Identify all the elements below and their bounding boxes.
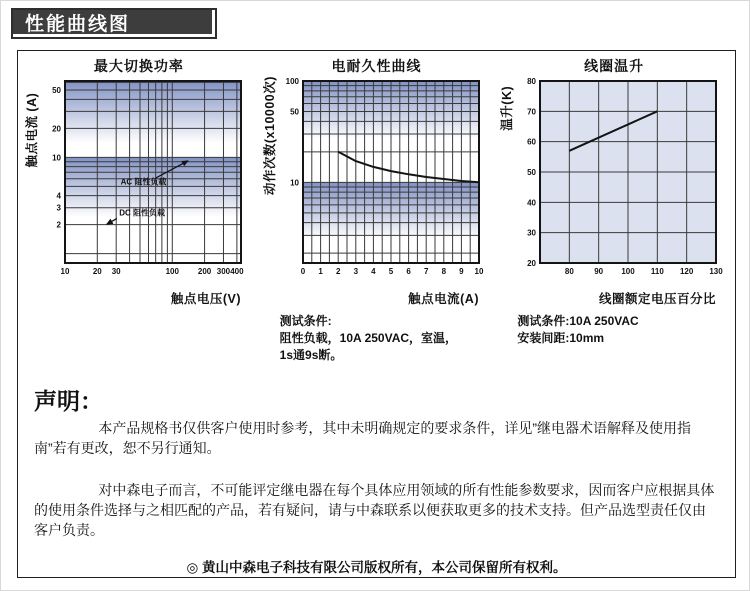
svg-text:100: 100 <box>621 267 635 276</box>
svg-text:触点电流 (A): 触点电流 (A) <box>24 92 39 168</box>
svg-text:50: 50 <box>527 168 537 177</box>
test-conditions-coil <box>495 313 733 364</box>
svg-text:400: 400 <box>230 267 244 276</box>
svg-text:温升(K): 温升(K) <box>500 85 515 131</box>
svg-text:70: 70 <box>527 107 537 117</box>
svg-text:120: 120 <box>680 267 694 276</box>
svg-text:DC 阻性负载: DC 阻性负载 <box>119 208 165 218</box>
svg-text:10: 10 <box>60 267 70 276</box>
chart-title-electrical-endurance: 电耐久性曲线 <box>331 58 422 74</box>
svg-text:4: 4 <box>56 191 61 201</box>
svg-text:动作次数(x10000次): 动作次数(x10000次) <box>262 76 277 196</box>
chart-panel-coil-temperature-rise <box>495 53 733 309</box>
svg-text:4: 4 <box>370 267 376 276</box>
svg-text:20: 20 <box>527 259 537 268</box>
chart-title-coil-temperature-rise: 线圈温升 <box>584 58 645 74</box>
svg-text:10: 10 <box>289 178 299 188</box>
svg-text:80: 80 <box>527 77 537 86</box>
svg-text:130: 130 <box>709 267 723 276</box>
condition-line: 测试条件: <box>279 314 332 328</box>
svg-text:1: 1 <box>317 267 323 276</box>
conditions-spacer <box>20 313 258 364</box>
test-conditions-row <box>18 309 735 364</box>
chart-panel-electrical-endurance <box>258 53 496 309</box>
svg-text:3: 3 <box>353 267 358 276</box>
svg-text:50: 50 <box>51 85 61 95</box>
statement-paragraph-1: 本产品规格书仅供客户使用时参考，其中未明确规定的要求条件，详见”继电器术语解释及使用指南”若有更改，恕不另行通知。 <box>34 420 692 456</box>
svg-text:300: 300 <box>216 267 230 276</box>
svg-text:30: 30 <box>111 267 121 276</box>
svg-text:100: 100 <box>285 77 299 86</box>
page-title: 性能曲线图 <box>25 13 131 35</box>
statement-heading: 声明： <box>34 388 103 414</box>
page-title-bar <box>11 8 217 39</box>
svg-text:10: 10 <box>474 267 483 276</box>
svg-text:100: 100 <box>165 267 179 276</box>
chart-canvas-electrical-endurance <box>263 75 491 309</box>
svg-text:30: 30 <box>527 228 537 238</box>
svg-text:9: 9 <box>458 267 464 276</box>
condition-line: 测试条件:10A 250VAC <box>517 314 639 328</box>
svg-text:20: 20 <box>51 124 61 134</box>
svg-text:5: 5 <box>388 267 393 276</box>
svg-text:2: 2 <box>335 267 340 276</box>
svg-text:200: 200 <box>197 267 212 276</box>
svg-text:AC 阻性负载: AC 阻性负载 <box>120 177 167 187</box>
svg-text:线圈额定电压百分比: 线圈额定电压百分比 <box>599 292 717 306</box>
svg-text:触点电压(V): 触点电压(V) <box>170 292 241 306</box>
svg-text:90: 90 <box>594 267 604 276</box>
svg-text:7: 7 <box>423 267 428 276</box>
chart-title-max-switching-power: 最大切换功率 <box>93 58 184 74</box>
statement-paragraph-2: 对中森电子而言，不可能评定继电器在每个具体应用领域的所有性能参数要求，因而客户应根据具体的使用条件选择与之相匹配的产品，若有疑问，请与中森联系以便获取更多的技术支持。但产品选型责任仅由客户负责。 <box>34 482 715 538</box>
svg-text:6: 6 <box>405 267 411 276</box>
svg-text:0: 0 <box>300 267 305 276</box>
test-conditions-endurance <box>258 313 496 364</box>
charts-row <box>18 51 735 309</box>
svg-text:10: 10 <box>51 153 61 163</box>
condition-line: 阻性负载，10A 250VAC，室温， <box>279 331 458 345</box>
svg-text:2: 2 <box>56 220 61 230</box>
svg-text:110: 110 <box>651 267 664 276</box>
svg-text:40: 40 <box>527 198 537 208</box>
svg-text:8: 8 <box>441 267 446 276</box>
svg-text:触点电流(A): 触点电流(A) <box>407 292 479 306</box>
condition-line: 1s通9s断。 <box>279 348 343 362</box>
svg-text:50: 50 <box>289 107 299 117</box>
chart-canvas-max-switching-power <box>25 75 253 309</box>
svg-text:60: 60 <box>527 137 537 147</box>
content-box <box>17 50 736 578</box>
svg-text:20: 20 <box>92 267 102 276</box>
chart-panel-max-switching-power <box>20 53 258 309</box>
condition-line: 安装间距:10mm <box>517 331 605 345</box>
svg-text:80: 80 <box>565 267 574 276</box>
chart-canvas-coil-temperature-rise <box>500 75 728 309</box>
svg-text:3: 3 <box>56 203 61 213</box>
copyright-line: ◎ 黄山中森电子科技有限公司版权所有，本公司保留所有权利。 <box>186 560 567 575</box>
statement-section <box>18 364 735 576</box>
